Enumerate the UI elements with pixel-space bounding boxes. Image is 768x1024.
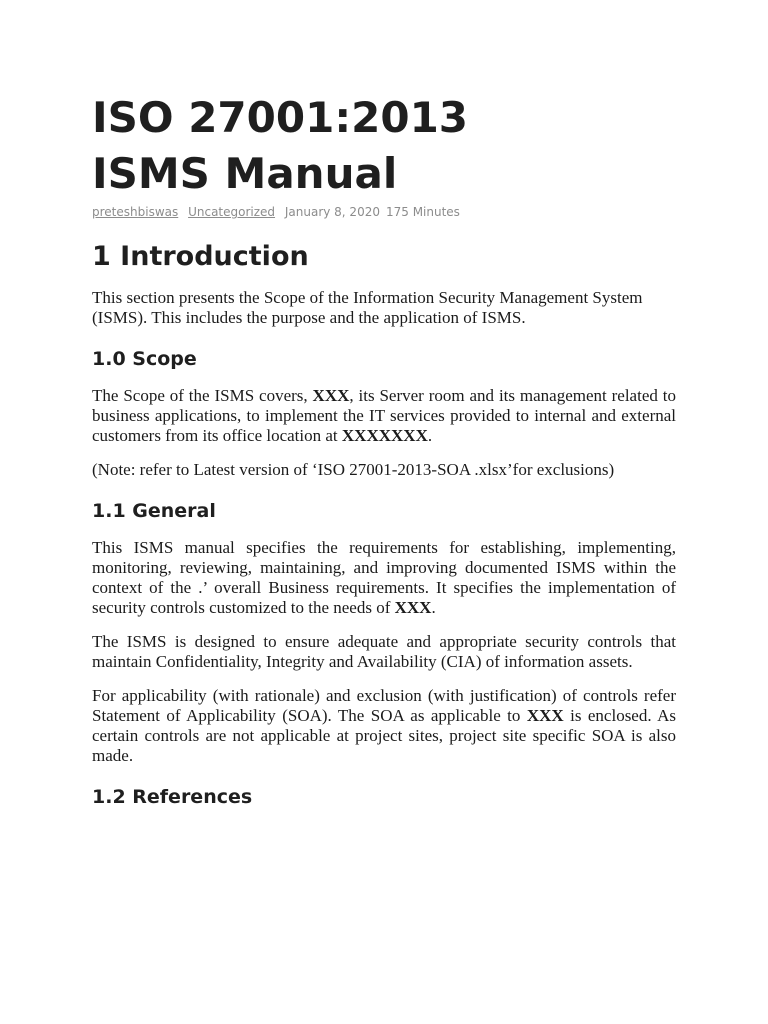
scope-note: (Note: refer to Latest version of ‘ISO 27001-2013-SOA .xlsx’for exclusions) <box>92 460 615 479</box>
general-paragraph-1: This ISMS manual specifies the requirements for establishing, implementing, monitoring, reviewing, maintaining, and improving documented ISMS within the context of the .’ overall Business requirements. It specifies the implementation of security controls customized to the needs of XXX. <box>92 538 676 617</box>
placeholder-org: XXX <box>394 598 432 617</box>
post-date: January 8, 2020 <box>284 205 380 219</box>
general-paragraph-3: For applicability (with rationale) and exclusion (with justification) of controls refer Statement of Applicability (SOA). The SOA as applicable to XXX is enclosed. As certain controls are not applicable at project sites, project site specific SOA is also made. <box>92 686 676 765</box>
read-time: 175 Minutes <box>385 205 460 219</box>
placeholder-org: XXX <box>312 386 350 405</box>
intro-paragraph: This section presents the Scope of the Information Security Management System (ISMS). This includes the purpose and the application of ISMS. <box>92 288 643 327</box>
heading-scope: 1.0 Scope <box>92 348 197 370</box>
article-title <box>92 90 676 202</box>
category-link[interactable]: Uncategorized <box>188 205 276 219</box>
general-paragraph-2: The ISMS is designed to ensure adequate and appropriate security controls that maintain Confidentiality, Integrity and Availability (CIA) of information assets. <box>92 632 676 671</box>
post-meta <box>92 204 676 220</box>
placeholder-org: XXX <box>526 706 564 725</box>
article <box>92 90 676 810</box>
heading-references: 1.2 References <box>92 786 253 808</box>
placeholder-location: XXXXXXX <box>341 426 428 445</box>
author-link[interactable]: preteshbiswas <box>92 205 179 219</box>
heading-general: 1.1 General <box>92 500 216 522</box>
title-line-1: ISO 27001:2013 <box>92 93 469 142</box>
scope-paragraph: The Scope of the ISMS covers, XXX, its Server room and its management related to business applications, to implement the IT services provided to internal and external customers from its office location at XXXXXXX. <box>92 386 676 445</box>
title-line-2: ISMS Manual <box>92 149 398 198</box>
heading-introduction: 1 Introduction <box>92 241 309 272</box>
